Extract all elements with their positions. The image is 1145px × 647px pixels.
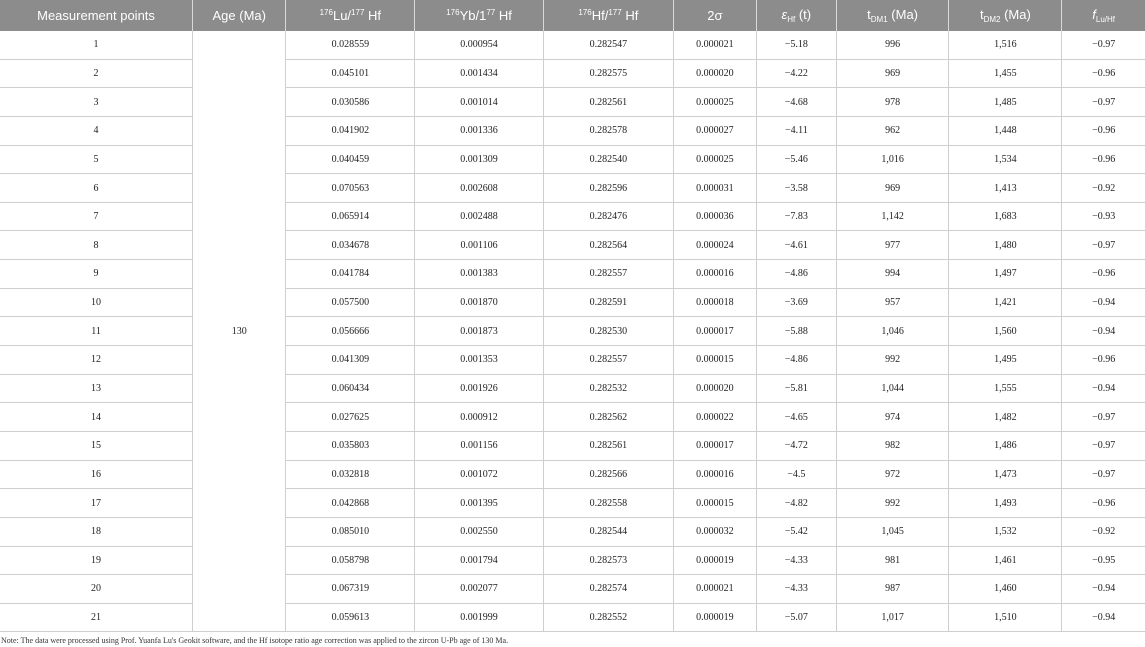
header-tdm2 xyxy=(949,0,1062,31)
header-lu-hf xyxy=(286,0,415,31)
age-cell: 130 xyxy=(193,31,286,632)
tdm2-cell: 1,473 xyxy=(949,460,1062,489)
header-epsilon-hf xyxy=(756,0,836,31)
tdm2-cell: 1,455 xyxy=(949,59,1062,88)
two-sigma-cell: 0.000017 xyxy=(673,317,756,346)
table-row xyxy=(0,460,1145,489)
measurement-point-cell: 11 xyxy=(0,317,193,346)
f-lu-hf-cell: −0.97 xyxy=(1062,403,1145,432)
tdm1-cell: 974 xyxy=(836,403,949,432)
measurement-point-cell: 12 xyxy=(0,346,193,375)
header-measurement-points: Measurement points xyxy=(0,0,193,31)
tdm1-cell: 962 xyxy=(836,116,949,145)
f-lu-hf-cell: −0.97 xyxy=(1062,460,1145,489)
hf-hf-cell: 0.282596 xyxy=(543,174,673,203)
tdm2-sub: DM2 xyxy=(983,15,1001,24)
header-f-lu-hf xyxy=(1062,0,1145,31)
tdm1-cell: 987 xyxy=(836,575,949,604)
tdm2-cell: 1,683 xyxy=(949,202,1062,231)
tdm1-cell: 1,044 xyxy=(836,374,949,403)
measurement-point-cell: 15 xyxy=(0,431,193,460)
epsilon-hf-cell: −4.33 xyxy=(756,575,836,604)
table-row xyxy=(0,88,1145,117)
epsilon-hf-cell: −4.61 xyxy=(756,231,836,260)
lu-hf-cell: 0.042868 xyxy=(286,489,415,518)
tdm1-cell: 1,017 xyxy=(836,603,949,632)
tdm1-sub: DM1 xyxy=(870,15,888,24)
hf-hf-post: Hf xyxy=(621,8,639,23)
f-lu-hf-cell: −0.95 xyxy=(1062,546,1145,575)
table-row xyxy=(0,202,1145,231)
table-row xyxy=(0,31,1145,59)
tdm2-cell: 1,497 xyxy=(949,260,1062,289)
tdm2-cell: 1,460 xyxy=(949,575,1062,604)
tdm1-cell: 981 xyxy=(836,546,949,575)
measurement-point-cell: 6 xyxy=(0,174,193,203)
two-sigma-cell: 0.000031 xyxy=(673,174,756,203)
header-age: Age (Ma) xyxy=(193,0,286,31)
measurement-point-cell: 2 xyxy=(0,59,193,88)
yb-hf-cell: 0.001336 xyxy=(415,116,544,145)
yb-hf-mid: Yb/1 xyxy=(459,8,487,23)
yb-hf-cell: 0.001434 xyxy=(415,59,544,88)
lu-hf-cell: 0.041309 xyxy=(286,346,415,375)
f-lu-hf-cell: −0.97 xyxy=(1062,88,1145,117)
measurement-point-cell: 8 xyxy=(0,231,193,260)
f-lu-hf-cell: −0.96 xyxy=(1062,346,1145,375)
hf-hf-pre-sup: 176 xyxy=(578,8,592,17)
f-lu-hf-cell: −0.94 xyxy=(1062,603,1145,632)
epsilon-post: (t) xyxy=(795,7,812,22)
lu-hf-cell: 0.065914 xyxy=(286,202,415,231)
yb-hf-cell: 0.000954 xyxy=(415,31,544,59)
epsilon-hf-cell: −5.42 xyxy=(756,517,836,546)
lu-hf-cell: 0.067319 xyxy=(286,575,415,604)
two-sigma-cell: 0.000019 xyxy=(673,603,756,632)
f-lu-hf-cell: −0.96 xyxy=(1062,116,1145,145)
epsilon-hf-cell: −7.83 xyxy=(756,202,836,231)
lu-hf-mid: Lu/ xyxy=(332,8,352,23)
hf-hf-cell: 0.282561 xyxy=(543,88,673,117)
table-row xyxy=(0,145,1145,174)
two-sigma-cell: 0.000020 xyxy=(673,374,756,403)
tdm1-cell: 1,016 xyxy=(836,145,949,174)
yb-hf-cell: 0.001873 xyxy=(415,317,544,346)
measurement-point-cell: 4 xyxy=(0,116,193,145)
two-sigma-cell: 0.000021 xyxy=(673,575,756,604)
two-sigma-cell: 0.000017 xyxy=(673,431,756,460)
table-row xyxy=(0,174,1145,203)
epsilon-sub: Hf xyxy=(787,15,796,24)
tdm2-cell: 1,493 xyxy=(949,489,1062,518)
tdm2-cell: 1,555 xyxy=(949,374,1062,403)
f-sub: Lu/Hf xyxy=(1095,15,1115,24)
yb-hf-cell: 0.001106 xyxy=(415,231,544,260)
measurement-point-cell: 17 xyxy=(0,489,193,518)
hf-hf-cell: 0.282558 xyxy=(543,489,673,518)
table-row xyxy=(0,260,1145,289)
two-sigma-cell: 0.000025 xyxy=(673,88,756,117)
table-row xyxy=(0,517,1145,546)
f-lu-hf-cell: −0.94 xyxy=(1062,288,1145,317)
two-sigma-cell: 0.000021 xyxy=(673,31,756,59)
tdm2-cell: 1,480 xyxy=(949,231,1062,260)
lu-hf-sup: 177 xyxy=(351,8,365,17)
header-yb-hf xyxy=(415,0,544,31)
yb-hf-cell: 0.001395 xyxy=(415,489,544,518)
two-sigma-cell: 0.000015 xyxy=(673,489,756,518)
table-row xyxy=(0,489,1145,518)
yb-hf-cell: 0.002608 xyxy=(415,174,544,203)
tdm2-cell: 1,516 xyxy=(949,31,1062,59)
tdm1-cell: 992 xyxy=(836,346,949,375)
f-lu-hf-cell: −0.94 xyxy=(1062,575,1145,604)
lu-hf-cell: 0.035803 xyxy=(286,431,415,460)
tdm2-cell: 1,482 xyxy=(949,403,1062,432)
lu-hf-cell: 0.041902 xyxy=(286,116,415,145)
f-lu-hf-cell: −0.97 xyxy=(1062,431,1145,460)
f-lu-hf-cell: −0.97 xyxy=(1062,31,1145,59)
tdm1-cell: 996 xyxy=(836,31,949,59)
two-sigma-cell: 0.000018 xyxy=(673,288,756,317)
hf-hf-cell: 0.282547 xyxy=(543,31,673,59)
lu-hf-cell: 0.032818 xyxy=(286,460,415,489)
lu-hf-cell: 0.059613 xyxy=(286,603,415,632)
yb-hf-cell: 0.002077 xyxy=(415,575,544,604)
measurement-point-cell: 5 xyxy=(0,145,193,174)
table-row xyxy=(0,546,1145,575)
two-sigma-cell: 0.000032 xyxy=(673,517,756,546)
lu-hf-cell: 0.060434 xyxy=(286,374,415,403)
table-row xyxy=(0,403,1145,432)
f-lu-hf-cell: −0.96 xyxy=(1062,59,1145,88)
lu-hf-cell: 0.058798 xyxy=(286,546,415,575)
table-row xyxy=(0,431,1145,460)
yb-hf-post: Hf xyxy=(495,8,512,23)
lu-hf-cell: 0.040459 xyxy=(286,145,415,174)
tdm2-cell: 1,486 xyxy=(949,431,1062,460)
epsilon-hf-cell: −4.11 xyxy=(756,116,836,145)
measurement-point-cell: 1 xyxy=(0,31,193,59)
tdm1-cell: 1,045 xyxy=(836,517,949,546)
epsilon-hf-cell: −3.58 xyxy=(756,174,836,203)
hf-hf-cell: 0.282591 xyxy=(543,288,673,317)
hf-hf-cell: 0.282530 xyxy=(543,317,673,346)
hf-hf-mid: Hf/ xyxy=(591,8,609,23)
epsilon-hf-cell: −4.33 xyxy=(756,546,836,575)
epsilon-hf-cell: −5.46 xyxy=(756,145,836,174)
table-row xyxy=(0,603,1145,632)
epsilon-hf-cell: −4.72 xyxy=(756,431,836,460)
f-lu-hf-cell: −0.92 xyxy=(1062,517,1145,546)
tdm1-cell: 992 xyxy=(836,489,949,518)
two-sigma-cell: 0.000024 xyxy=(673,231,756,260)
tdm2-cell: 1,448 xyxy=(949,116,1062,145)
tdm1-cell: 972 xyxy=(836,460,949,489)
epsilon-symbol: ε xyxy=(781,7,788,22)
two-sigma-cell: 0.000020 xyxy=(673,59,756,88)
two-sigma-cell: 0.000036 xyxy=(673,202,756,231)
hf-hf-cell: 0.282566 xyxy=(543,460,673,489)
hf-hf-cell: 0.282575 xyxy=(543,59,673,88)
table-row xyxy=(0,231,1145,260)
hf-hf-cell: 0.282532 xyxy=(543,374,673,403)
measurement-point-cell: 14 xyxy=(0,403,193,432)
tdm1-cell: 969 xyxy=(836,174,949,203)
lu-hf-post: Hf xyxy=(364,8,382,23)
tdm2-symbol: t xyxy=(979,7,984,22)
tdm2-cell: 1,532 xyxy=(949,517,1062,546)
lu-hf-cell: 0.030586 xyxy=(286,88,415,117)
yb-hf-cell: 0.001014 xyxy=(415,88,544,117)
epsilon-hf-cell: −5.07 xyxy=(756,603,836,632)
measurement-point-cell: 19 xyxy=(0,546,193,575)
two-sigma-cell: 0.000022 xyxy=(673,403,756,432)
measurement-point-cell: 7 xyxy=(0,202,193,231)
f-symbol: f xyxy=(1092,7,1096,22)
table-row xyxy=(0,288,1145,317)
table-row xyxy=(0,59,1145,88)
epsilon-hf-cell: −3.69 xyxy=(756,288,836,317)
tdm2-cell: 1,510 xyxy=(949,603,1062,632)
tdm1-cell: 969 xyxy=(836,59,949,88)
tdm1-cell: 994 xyxy=(836,260,949,289)
tdm1-cell: 982 xyxy=(836,431,949,460)
measurement-point-cell: 10 xyxy=(0,288,193,317)
header-tdm1 xyxy=(836,0,949,31)
epsilon-hf-cell: −4.65 xyxy=(756,403,836,432)
tdm2-cell: 1,485 xyxy=(949,88,1062,117)
yb-hf-cell: 0.001383 xyxy=(415,260,544,289)
epsilon-hf-cell: −5.18 xyxy=(756,31,836,59)
table-row xyxy=(0,116,1145,145)
two-sigma-cell: 0.000025 xyxy=(673,145,756,174)
tdm2-cell: 1,495 xyxy=(949,346,1062,375)
lu-hf-cell: 0.028559 xyxy=(286,31,415,59)
lu-hf-cell: 0.057500 xyxy=(286,288,415,317)
hf-hf-cell: 0.282561 xyxy=(543,431,673,460)
lu-hf-cell: 0.041784 xyxy=(286,260,415,289)
yb-hf-cell: 0.001999 xyxy=(415,603,544,632)
hf-hf-sup: 177 xyxy=(608,8,622,17)
hf-hf-cell: 0.282562 xyxy=(543,403,673,432)
measurement-point-cell: 20 xyxy=(0,575,193,604)
tdm1-cell: 1,142 xyxy=(836,202,949,231)
tdm1-cell: 957 xyxy=(836,288,949,317)
epsilon-hf-cell: −4.5 xyxy=(756,460,836,489)
table-row xyxy=(0,575,1145,604)
f-lu-hf-cell: −0.94 xyxy=(1062,374,1145,403)
f-lu-hf-cell: −0.96 xyxy=(1062,260,1145,289)
hf-hf-cell: 0.282552 xyxy=(543,603,673,632)
table-row xyxy=(0,317,1145,346)
header-two-sigma: 2σ xyxy=(673,0,756,31)
yb-hf-cell: 0.001072 xyxy=(415,460,544,489)
yb-hf-cell: 0.001353 xyxy=(415,346,544,375)
yb-hf-cell: 0.000912 xyxy=(415,403,544,432)
epsilon-hf-cell: −5.88 xyxy=(756,317,836,346)
tdm2-cell: 1,413 xyxy=(949,174,1062,203)
two-sigma-cell: 0.000019 xyxy=(673,546,756,575)
yb-hf-cell: 0.002488 xyxy=(415,202,544,231)
epsilon-hf-cell: −4.86 xyxy=(756,346,836,375)
hf-hf-cell: 0.282564 xyxy=(543,231,673,260)
epsilon-hf-cell: −4.86 xyxy=(756,260,836,289)
epsilon-hf-cell: −4.68 xyxy=(756,88,836,117)
hf-hf-cell: 0.282476 xyxy=(543,202,673,231)
hf-hf-cell: 0.282573 xyxy=(543,546,673,575)
tdm2-cell: 1,461 xyxy=(949,546,1062,575)
f-lu-hf-cell: −0.97 xyxy=(1062,231,1145,260)
epsilon-hf-cell: −5.81 xyxy=(756,374,836,403)
hf-hf-cell: 0.282540 xyxy=(543,145,673,174)
yb-hf-pre-sup: 176 xyxy=(446,8,460,17)
yb-hf-cell: 0.001156 xyxy=(415,431,544,460)
tdm1-post: (Ma) xyxy=(887,7,919,22)
tdm1-cell: 977 xyxy=(836,231,949,260)
yb-hf-cell: 0.001870 xyxy=(415,288,544,317)
hf-hf-cell: 0.282557 xyxy=(543,260,673,289)
hf-hf-cell: 0.282578 xyxy=(543,116,673,145)
lu-hf-cell: 0.085010 xyxy=(286,517,415,546)
two-sigma-cell: 0.000015 xyxy=(673,346,756,375)
f-lu-hf-cell: −0.94 xyxy=(1062,317,1145,346)
measurement-point-cell: 16 xyxy=(0,460,193,489)
table-body xyxy=(0,31,1145,632)
measurement-point-cell: 18 xyxy=(0,517,193,546)
lu-hf-cell: 0.070563 xyxy=(286,174,415,203)
yb-hf-cell: 0.001309 xyxy=(415,145,544,174)
lu-hf-cell: 0.045101 xyxy=(286,59,415,88)
measurement-point-cell: 3 xyxy=(0,88,193,117)
two-sigma-cell: 0.000016 xyxy=(673,460,756,489)
lu-hf-cell: 0.034678 xyxy=(286,231,415,260)
lu-hf-pre-sup: 176 xyxy=(319,8,333,17)
header-row xyxy=(0,0,1145,31)
two-sigma-cell: 0.000027 xyxy=(673,116,756,145)
tdm2-cell: 1,534 xyxy=(949,145,1062,174)
measurement-point-cell: 9 xyxy=(0,260,193,289)
tdm2-post: (Ma) xyxy=(1000,7,1031,22)
lu-hf-cell: 0.056666 xyxy=(286,317,415,346)
tdm1-symbol: t xyxy=(867,7,871,22)
epsilon-hf-cell: −4.82 xyxy=(756,489,836,518)
f-lu-hf-cell: −0.96 xyxy=(1062,145,1145,174)
epsilon-hf-cell: −4.22 xyxy=(756,59,836,88)
yb-hf-cell: 0.001794 xyxy=(415,546,544,575)
lu-hf-cell: 0.027625 xyxy=(286,403,415,432)
tdm2-cell: 1,560 xyxy=(949,317,1062,346)
table-note: Note: The data were processed using Prof. Yuanfa Lu's Geokit software, and the Hf isotope ratio age correction was applied to the zircon U-Pb age of 130 Ma. xyxy=(1,636,509,645)
header-hf-hf xyxy=(543,0,673,31)
table-row xyxy=(0,374,1145,403)
yb-hf-cell: 0.001926 xyxy=(415,374,544,403)
f-lu-hf-cell: −0.93 xyxy=(1062,202,1145,231)
tdm2-cell: 1,421 xyxy=(949,288,1062,317)
yb-hf-cell: 0.002550 xyxy=(415,517,544,546)
table-row xyxy=(0,346,1145,375)
f-lu-hf-cell: −0.92 xyxy=(1062,174,1145,203)
tdm1-cell: 1,046 xyxy=(836,317,949,346)
measurement-point-cell: 13 xyxy=(0,374,193,403)
yb-hf-sup: 77 xyxy=(486,8,496,17)
hf-hf-cell: 0.282544 xyxy=(543,517,673,546)
hf-hf-cell: 0.282574 xyxy=(543,575,673,604)
f-lu-hf-cell: −0.96 xyxy=(1062,489,1145,518)
measurement-point-cell: 21 xyxy=(0,603,193,632)
two-sigma-cell: 0.000016 xyxy=(673,260,756,289)
hf-hf-cell: 0.282557 xyxy=(543,346,673,375)
tdm1-cell: 978 xyxy=(836,88,949,117)
